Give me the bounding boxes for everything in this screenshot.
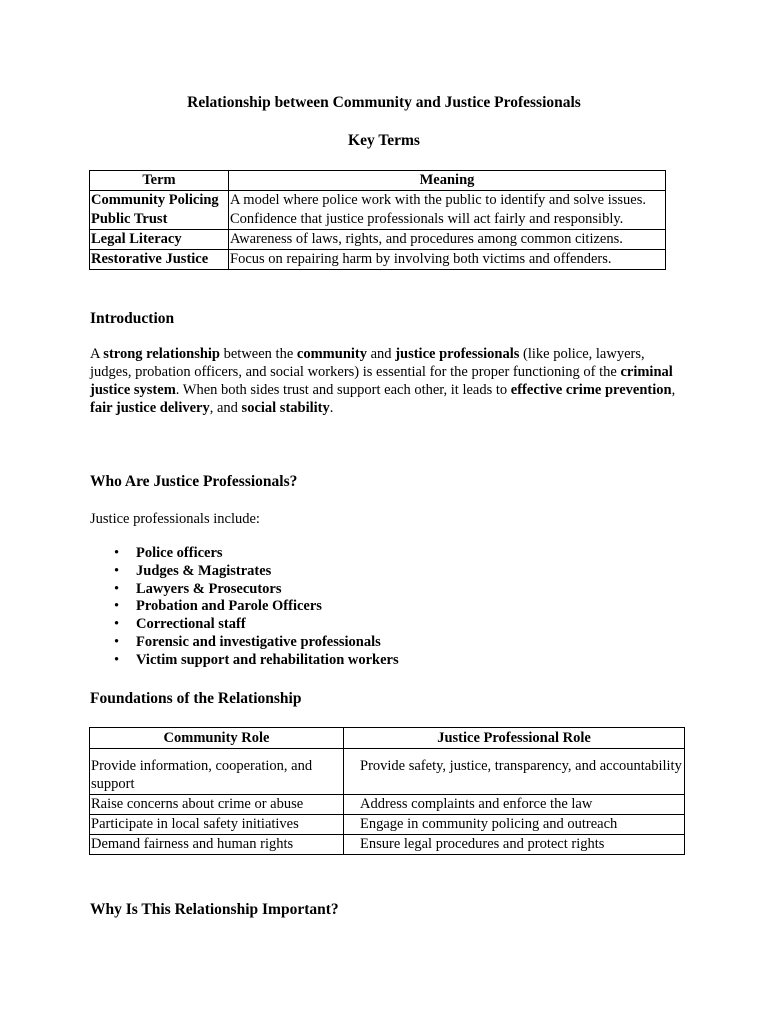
introduction-paragraph <box>90 345 680 417</box>
list-item: • Forensic and investigative professionals <box>136 634 399 652</box>
header-community-role: Community Role <box>90 728 344 749</box>
intro-text: A <box>90 346 104 362</box>
header-justice-role: Justice Professional Role <box>344 728 685 749</box>
community-role-cell: Demand fairness and human rights <box>90 835 344 855</box>
intro-text: between the <box>220 346 297 362</box>
intro-bold: community <box>296 346 367 362</box>
term-cell: Restorative Justice <box>90 250 229 270</box>
list-item: • Judges & Magistrates <box>136 563 399 581</box>
intro-bold: social stability <box>241 400 330 416</box>
intro-text: , and <box>209 400 242 416</box>
why-heading: Why Is This Relationship Important? <box>90 901 339 918</box>
intro-text: (like police, lawyers, judges, probation officers, and social workers) is essential for the proper functioning of the <box>90 346 645 380</box>
table-row <box>90 191 666 211</box>
community-role-cell: Participate in local safety initiatives <box>90 815 344 835</box>
list-item: • Lawyers & Prosecutors <box>136 581 399 599</box>
table-row <box>90 815 685 835</box>
justice-role-cell: Provide safety, justice, transparency, and accountability <box>344 749 685 795</box>
intro-text: , <box>671 382 676 398</box>
community-role-cell: Raise concerns about crime or abuse <box>90 795 344 815</box>
intro-text: . When both sides trust and support each other, it leads to <box>175 382 511 398</box>
table-row <box>90 250 666 270</box>
justice-role-cell: Ensure legal procedures and protect rights <box>344 835 685 855</box>
list-item: • Probation and Parole Officers <box>136 598 399 616</box>
meaning-cell: Confidence that justice professionals will act fairly and responsibly. <box>229 210 666 230</box>
roles-table <box>89 727 685 855</box>
list-item: • Victim support and rehabilitation workers <box>136 652 399 670</box>
table-row <box>90 795 685 815</box>
foundations-heading: Foundations of the Relationship <box>90 690 302 707</box>
list-item: • Correctional staff <box>136 616 399 634</box>
term-cell: Community Policing <box>90 191 229 211</box>
meaning-cell: Focus on repairing harm by involving both victims and offenders. <box>229 250 666 270</box>
intro-bold: criminal justice system <box>90 364 673 398</box>
professionals-list <box>90 545 399 670</box>
intro-bold: effective crime prevention <box>510 382 672 398</box>
term-cell: Public Trust <box>90 210 229 230</box>
community-role-cell: Provide information, cooperation, and support <box>90 749 344 795</box>
table-header-row <box>90 728 685 749</box>
meaning-cell: Awareness of laws, rights, and procedures among common citizens. <box>229 230 666 250</box>
list-item: • Police officers <box>136 545 399 563</box>
who-lead-text: Justice professionals include: <box>90 511 260 527</box>
table-row <box>90 210 666 230</box>
table-row <box>90 230 666 250</box>
header-term: Term <box>90 171 229 191</box>
intro-text: and <box>367 346 396 362</box>
section-title-key-terms: Key Terms <box>348 132 420 149</box>
intro-text: . <box>329 400 334 416</box>
justice-role-cell: Engage in community policing and outreach <box>344 815 685 835</box>
introduction-heading: Introduction <box>90 310 175 327</box>
document-title: Relationship between Community and Justice Professionals <box>187 94 581 111</box>
justice-role-cell: Address complaints and enforce the law <box>344 795 685 815</box>
table-row <box>90 835 685 855</box>
table-row <box>90 749 685 795</box>
intro-bold: justice professionals <box>395 346 520 362</box>
intro-bold: strong relationship <box>103 346 220 362</box>
term-cell: Legal Literacy <box>90 230 229 250</box>
header-meaning: Meaning <box>229 171 666 191</box>
intro-bold: fair justice delivery <box>90 400 210 416</box>
table-header-row <box>90 171 666 191</box>
key-terms-table <box>89 170 666 270</box>
who-heading: Who Are Justice Professionals? <box>90 473 298 490</box>
meaning-cell: A model where police work with the public to identify and solve issues. <box>229 191 666 211</box>
